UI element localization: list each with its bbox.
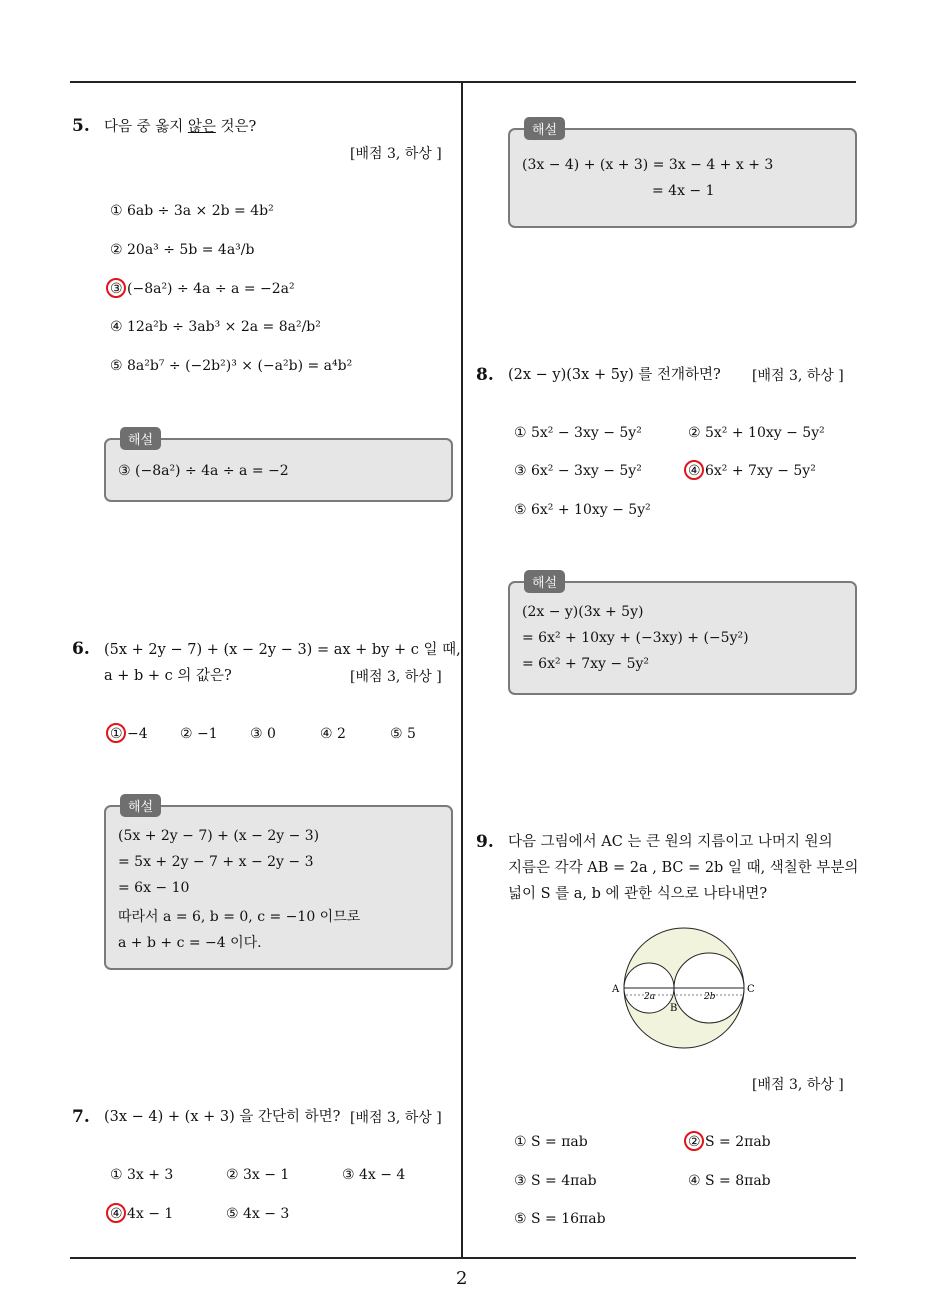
q8-solution-line-3: = 6x² + 7xy − 5y² [522,656,649,672]
q5-choice-1[interactable]: ① 6ab ÷ 3a × 2b = 4b² [110,203,274,219]
q7-choice-2[interactable]: ② 3x − 1 [226,1167,290,1183]
q9-choice-2[interactable]: ② S = 2πab [688,1134,771,1150]
q5-question [104,114,256,141]
q5-text-post: 것은? [215,119,257,135]
q5-solution-line-1: ③ (−8a²) ÷ 4a ÷ a = −2 [118,463,289,479]
q8-answer-mark [684,460,704,480]
q9-label-a: A [612,984,620,995]
q8-choice-4[interactable]: ④ 6x² + 7xy − 5y² [688,463,816,479]
q6-solution-box [104,800,453,970]
q5-score: [배점 3, 하상 ] [350,146,442,162]
q5-text-pre: 다음 중 옳지 [104,119,188,135]
q5-choice-2[interactable]: ② 20a³ ÷ 5b = 4a³/b [110,242,255,258]
bottom-rule [70,1257,856,1259]
q6-solution-line-1: (5x + 2y − 7) + (x − 2y − 3) [118,828,320,844]
q5-answer-mark [106,278,126,298]
q5-choice-4[interactable]: ④ 12a²b ÷ 3ab³ × 2a = 8a²/b² [110,319,321,335]
q8-solution-line-1: (2x − y)(3x + 5y) [522,604,644,620]
q7-score: [배점 3, 하상 ] [350,1110,442,1126]
q7-answer-mark [106,1203,126,1223]
q6-choice-4[interactable]: ④ 2 [320,726,346,742]
q8-solution-tag: 해설 [524,570,565,593]
q8-question: (2x − y)(3x + 5y) 를 전개하면? [508,367,721,383]
q6-number: 6. [72,639,90,659]
q6-score: [배점 3, 하상 ] [350,669,442,685]
q9-number: 9. [476,832,494,852]
q5-choice-3[interactable]: ③ (−8a²) ÷ 4a ÷ a = −2a² [110,281,295,297]
q9-choice-5[interactable]: ⑤ S = 16πab [514,1211,606,1227]
q9-text-line3: 넓이 S 를 a, b 에 관한 식으로 나타내면? [508,886,768,902]
q6-text-line1: (5x + 2y − 7) + (x − 2y − 3) = ax + by + c 일 때, [104,642,461,658]
column-divider [461,82,463,1258]
q9-seg-2b: 2b [704,992,716,1002]
q7-solution-line-1: (3x − 4) + (x + 3) = 3x − 4 + x + 3 [522,157,774,173]
q6-solution-line-5: a + b + c = −4 이다. [118,935,262,951]
q9-label-c: C [747,984,755,995]
q8-choice-3[interactable]: ③ 6x² − 3xy − 5y² [514,463,642,479]
q6-solution-tag: 해설 [120,794,161,817]
q7-solution-tag: 해설 [524,117,565,140]
q9-text-line1: 다음 그림에서 AC 는 큰 원의 지름이고 나머지 원의 [508,834,833,850]
q9-choice-4[interactable]: ④ S = 8πab [688,1173,771,1189]
q7-choice-4[interactable]: ④ 4x − 1 [110,1206,174,1222]
q8-solution-line-2: = 6x² + 10xy + (−3xy) + (−5y²) [522,630,749,646]
q6-solution-line-4: 따라서 a = 6, b = 0, c = −10 이므로 [118,909,361,925]
q9-choice-3[interactable]: ③ S = 4πab [514,1173,597,1189]
q6-solution-line-3: = 6x − 10 [118,880,190,896]
q7-choice-3[interactable]: ③ 4x − 4 [342,1167,406,1183]
q6-solution-line-2: = 5x + 2y − 7 + x − 2y − 3 [118,854,314,870]
q8-choice-1[interactable]: ① 5x² − 3xy − 5y² [514,425,642,441]
q7-choice-1[interactable]: ① 3x + 3 [110,1167,174,1183]
q9-seg-2a: 2a [644,992,656,1002]
q5-solution-box [104,433,453,502]
q8-solution-box [508,576,857,695]
q6-text-line2: a + b + c 의 값은? [104,668,232,684]
q7-choice-5[interactable]: ⑤ 4x − 3 [226,1206,290,1222]
q8-score: [배점 3, 하상 ] [752,368,844,384]
q6-choice-3[interactable]: ③ 0 [250,726,276,742]
q8-choice-5[interactable]: ⑤ 6x² + 10xy − 5y² [514,502,651,518]
q5-solution-tag: 해설 [120,427,161,450]
q6-choice-1[interactable]: ① −4 [110,726,148,742]
q9-score: [배점 3, 하상 ] [752,1077,844,1093]
q8-number: 8. [476,365,494,385]
q5-choice-5[interactable]: ⑤ 8a²b⁷ ÷ (−2b²)³ × (−a²b) = a⁴b² [110,358,353,374]
page-number: 2 [456,1268,468,1289]
q7-solution-box [508,123,857,228]
q5-text-underlined: 않은 [187,119,216,135]
q7-question: (3x − 4) + (x + 3) 을 간단히 하면? [104,1109,341,1125]
q9-choice-1[interactable]: ① S = πab [514,1134,588,1150]
q9-text-line2: 지름은 각각 AB = 2a , BC = 2b 일 때, 색칠한 부분의 [508,860,859,876]
q9-label-b: B [670,1003,678,1014]
top-rule [70,81,856,83]
q6-choice-5[interactable]: ⑤ 5 [390,726,416,742]
q6-choice-2[interactable]: ② −1 [180,726,218,742]
q9-circles-figure [608,922,758,1054]
q7-number: 7. [72,1107,90,1127]
q9-answer-mark [684,1131,704,1151]
q8-choice-2[interactable]: ② 5x² + 10xy − 5y² [688,425,825,441]
q5-number: 5. [72,116,90,136]
q7-solution-line-2: = 4x − 1 [652,183,715,199]
q6-answer-mark [106,723,126,743]
